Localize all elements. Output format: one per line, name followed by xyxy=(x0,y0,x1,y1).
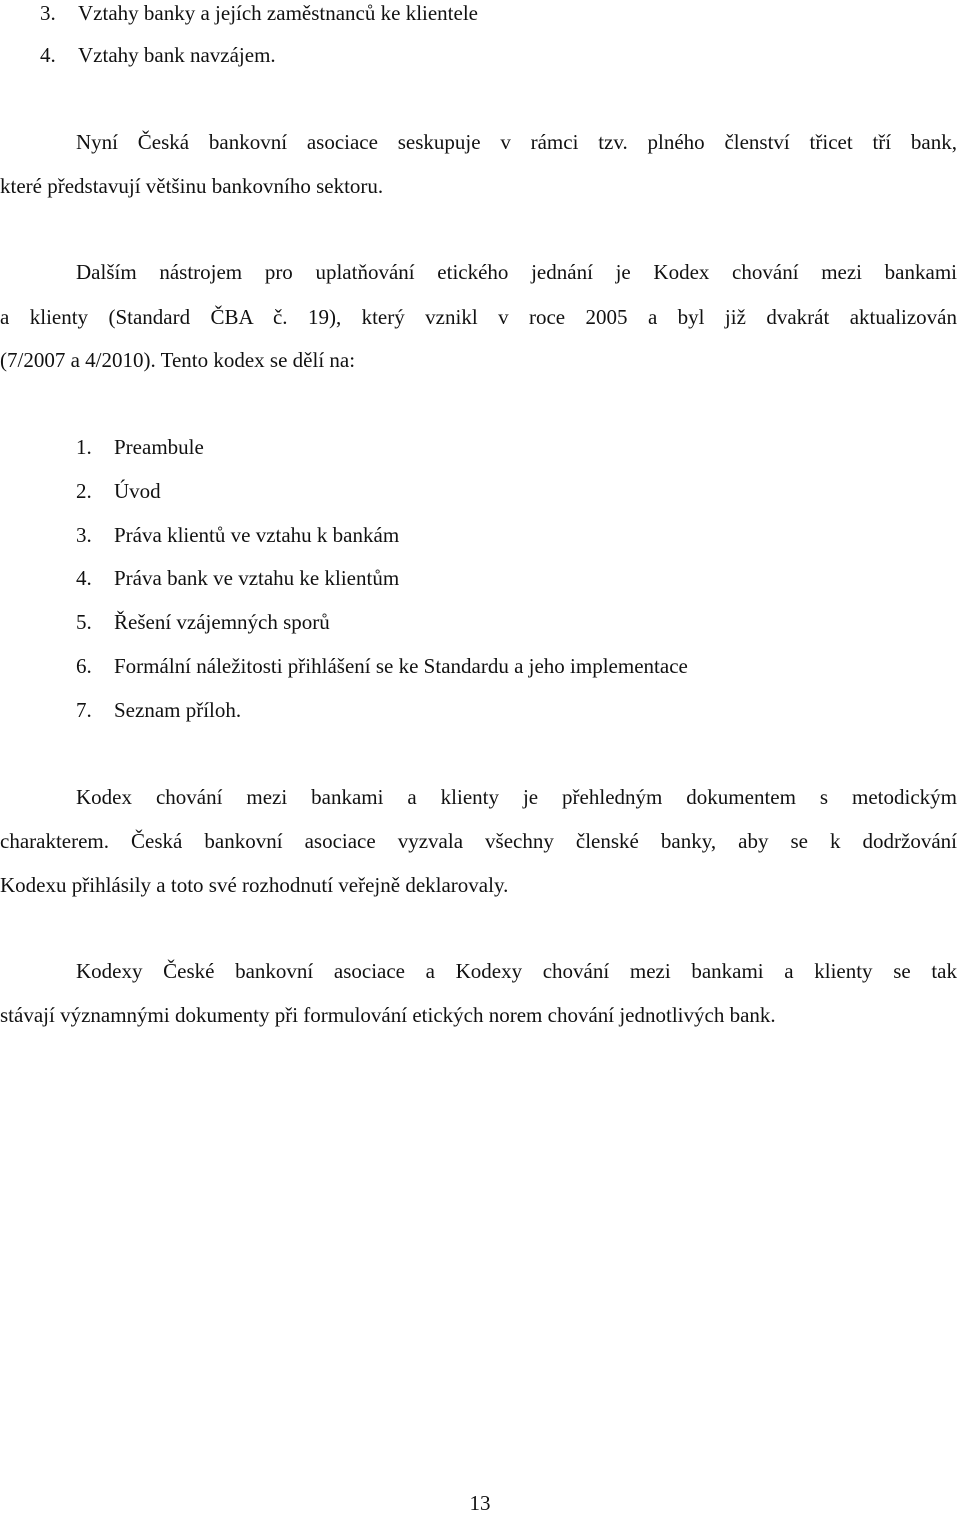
paragraph-line: Kodex chování mezi bankami a klienty je přehledným dokumentem s metodickým xyxy=(76,785,957,809)
list-text: Úvod xyxy=(114,479,161,503)
list-text: Seznam příloh. xyxy=(114,698,242,722)
list-item xyxy=(0,565,960,591)
list-item xyxy=(0,0,960,26)
list-item xyxy=(0,522,960,548)
list-text: Formální náležitosti přihlášení se ke Standardu a jeho implementace xyxy=(114,654,688,678)
list-text: Řešení vzájemných sporů xyxy=(114,610,330,634)
page-number: 13 xyxy=(469,1491,491,1515)
paragraph-line: které představují většinu bankovního sektoru. xyxy=(0,174,384,198)
list-item xyxy=(0,697,960,723)
list-item xyxy=(0,42,960,68)
paragraph-line: Nyní Česká bankovní asociace seskupuje v rámci tzv. plného členství třicet tří bank, xyxy=(76,130,957,154)
list-item xyxy=(0,653,960,679)
list-item xyxy=(0,609,960,635)
list-item xyxy=(0,478,960,504)
list-text: Práva bank ve vztahu ke klientům xyxy=(114,566,400,590)
list-text: Preambule xyxy=(114,435,204,459)
list-number: 3. xyxy=(76,523,92,547)
list-text: Vztahy banky a jejích zaměstnanců ke klientele xyxy=(78,1,478,25)
list-number: 7. xyxy=(76,698,92,722)
list-number: 2. xyxy=(76,479,92,503)
paragraph-line: Dalším nástrojem pro uplatňování etického jednání je Kodex chování mezi bankami xyxy=(76,260,957,284)
list-number: 5. xyxy=(76,610,92,634)
list-text: Vztahy bank navzájem. xyxy=(78,43,276,67)
list-number: 4. xyxy=(40,43,56,67)
list-text: Práva klientů ve vztahu k bankám xyxy=(114,523,400,547)
list-number: 4. xyxy=(76,566,92,590)
paragraph-line: charakterem. Česká bankovní asociace vyzvala všechny členské banky, aby se k dodržování xyxy=(0,829,957,853)
list-item xyxy=(0,434,960,460)
paragraph-line: stávají významnými dokumenty při formulování etických norem chování jednotlivých bank. xyxy=(0,1003,776,1027)
list-number: 1. xyxy=(76,435,92,459)
list-number: 6. xyxy=(76,654,92,678)
paragraph-line: Kodexu přihlásily a toto své rozhodnutí veřejně deklarovaly. xyxy=(0,873,509,897)
paragraph-line: (7/2007 a 4/2010). Tento kodex se dělí na: xyxy=(0,348,356,372)
paragraph-line: Kodexy České bankovní asociace a Kodexy chování mezi bankami a klienty se tak xyxy=(76,959,957,983)
list-number: 3. xyxy=(40,1,56,25)
paragraph-line: a klienty (Standard ČBA č. 19), který vznikl v roce 2005 a byl již dvakrát aktualizován xyxy=(0,305,957,329)
